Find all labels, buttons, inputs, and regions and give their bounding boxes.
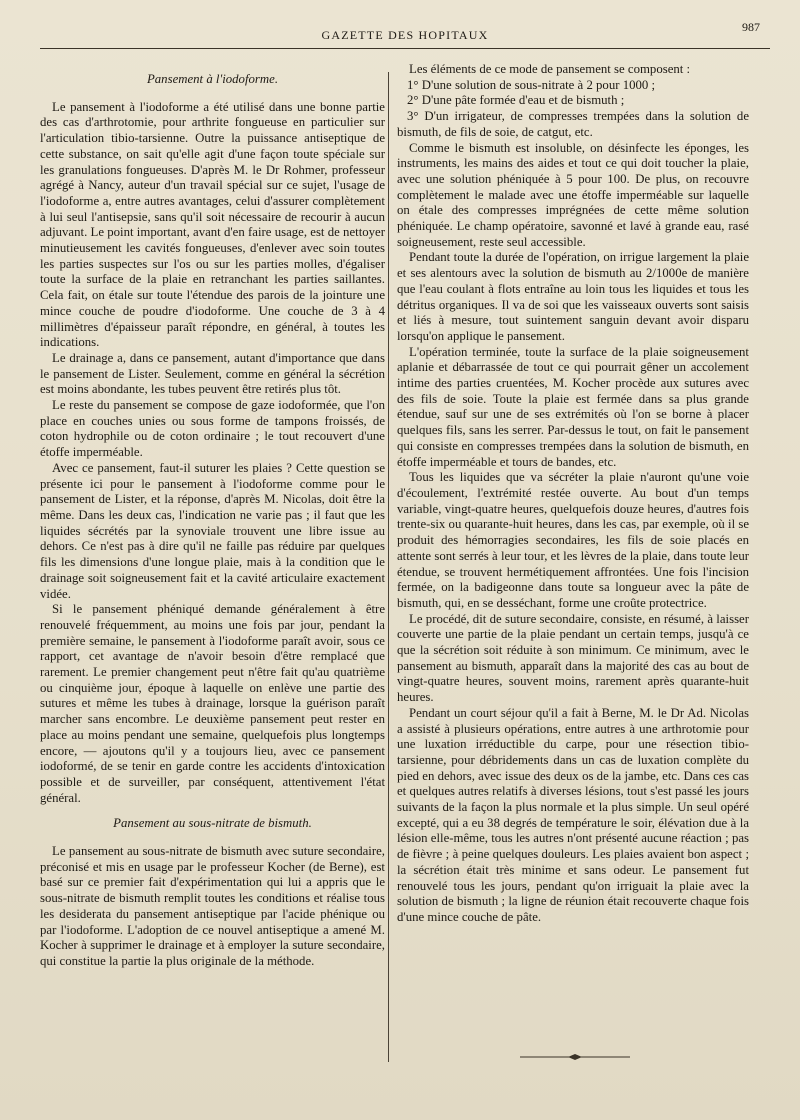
paragraph: Pendant toute la durée de l'opération, on irrigue largement la plaie et ses alentours avec la solution de bismuth au 2/1000e de manière que l'eau coulant à flots entraîne au loin tous les liquides et tous les détritus organiques. Il va de soi que les vaisseaux ouverts sont saisis et liés à mesure, tout suintement sanguin devant avoir disparu lorsqu'on applique le pansement. xyxy=(397,250,749,343)
paragraph: Le pansement à l'iodoforme a été utilisé dans une bonne partie des cas d'arthrotomie, pour arthrite fongueuse en particulier sur l'articulation tibio-tarsienne. Outre la puissance antiseptique de cette substance, on sait qu'elle agit d'une façon toute spéciale sur les granulations fongueuses. D'après M. le Dr Rohmer, professeur agrégé à Nancy, auteur d'un travail spécial sur ce sujet, l'usage de l'iodoforme a, entre autres avantages, celui d'assurer complètement à lui seul l'antisepsie, sans qu'il soit nécessaire de recourir à aucun adjuvant. Le point important, avant d'en faire usage, est de nettoyer minutieusement les cavités fongueuses, d'enlever avec soin toutes les parties suspectes sur l'os ou sur les parties molles, d'égaliser toute la surface de la plaie en retranchant les parties saillantes. Cela fait, on étale sur toute l'étendue des parois de la jointure une mince couche de poudre d'iodoforme. Une couche de 3 à 4 millimètres d'épaisseur paraît répondre, en général, à toutes les indications. xyxy=(40,99,385,350)
page-header xyxy=(40,18,770,49)
list-item: 1° D'une solution de sous-nitrate à 2 pour 1000 ; xyxy=(407,77,656,92)
paragraph: Le pansement au sous-nitrate de bismuth avec suture secondaire, préconisé et mis en usage par le professeur Kocher (de Berne), est basé sur ce premier fait d'expérimentation qui lui a appris que le sous-nitrate de bismuth remplit toutes les conditions et réalise tous les desiderata du pansement antiseptique par l'acide phénique ou par l'iodoforme. L'adoption de ce nouvel antiseptique a amené M. Kocher à supprimer le drainage et à employer la suture secondaire, qui constitue la partie la plus originale de la méthode. xyxy=(40,844,385,968)
section-title-iodoforme: Pansement à l'iodoforme. xyxy=(146,72,279,86)
end-ornament xyxy=(520,1052,630,1062)
paragraph: Le reste du pansement se compose de gaze iodoformée, que l'on place en couches unies ou sous forme de tampons froissés, de coton hydrophile ou de coton ordinaire ; le tout recouvert d'une étoffe imperméable. xyxy=(40,398,385,460)
paragraph: Tous les liquides que va sécréter la plaie n'auront qu'une voie d'écoulement, l'extrémité restée ouverte. Au bout d'un temps variable, vingt-quatre heures, quelquefois douze heures, d'autres fois trente-six ou quarante-huit heures, dans les cas, par exemple, où il se produit des hémorragies secondaires, les fils de soie placés en attente sont serrés à leur tour, et les lèvres de la plaie, dans toute leur étendue, se trouvent hermétiquement affrontées. Une fois l'incision fermée, on la badigeonne dans toute sa longueur avec la pâte de bismuth, qui, en se desséchant, forme une croûte protectrice. xyxy=(397,470,749,610)
intro-line: Les éléments de ce mode de pansement se composent : xyxy=(409,62,691,76)
page-number: 987 xyxy=(742,20,760,34)
paragraph: Si le pansement phéniqué demande généralement à être renouvelé fréquemment, au moins une fois par jour, pendant la première semaine, le pansement à l'iodoforme paraît avoir, sous ce rapport, cet avantage de n'avoir besoin d'être remplacé que rarement. Le premier changement peut n'être fait qu'au quatrième ou cinquième jour, époque à laquelle on enlève une partie des sutures et même les tubes à drainage, lorsque la guérison paraît marcher sans encombre. Le deuxième pansement peut rester en place au moins pendant une semaine, quelquefois plus longtemps encore, — ajoutons qu'il y a toujours lieu, avec ce pansement iodoformé, de se tenir en garde contre les accidents d'intoxication possible et de surveiller, par conséquent, attentivement l'état général. xyxy=(40,602,385,805)
paragraph: Le drainage a, dans ce pansement, autant d'importance que dans le pansement de Lister. Seulement, comme en général la sécrétion est moins abondante, les tubes peuvent être retirés plus tôt. xyxy=(40,350,385,397)
left-column xyxy=(40,62,385,970)
paragraph: Pendant un court séjour qu'il a fait à Berne, M. le Dr Ad. Nicolas a assisté à plusieurs opérations, entre autres à une arthrotomie pour une luxation irréductible du carpe, pour une résection tibio-tarsienne, pour débridements dans un cas de luxation complète du pied en dehors, avec issue des deux os de la jambe, etc. Dans ces cas et quelques autres relatifs à diverses lésions, tout s'est passé les jours suivants de la façon la plus normale et la plus simple. Un seul opéré excepté, qui a eu 38 degrés de température le soir, élévation due à la lésion elle-même, tous les autres n'ont présenté aucune réaction ; pas de fièvre ; à peine quelques douleurs. Les plaies avaient bon aspect ; la sécrétion était très minime et sans odeur. Le pansement fut renouvelé tous les jours, pendant qu'on irriguait la plaie avec la solution de bismuth ; la ligne de réunion était recouverte chaque fois d'une mince couche de pâte. xyxy=(397,705,749,924)
journal-title: GAZETTE DES HOPITAUX xyxy=(321,28,489,42)
list-item: 2° D'une pâte formée d'eau et de bismuth ; xyxy=(407,93,625,108)
paragraph: L'opération terminée, toute la surface de la plaie soigneusement aplanie et débarrassée de tout ce qui pourrait gêner un accolement intime des parties cruentées, M. Kocher procède aux sutures avec des fils de soie. Toute la plaie est fermée dans sa plus grande étendue, sauf sur une de ses extrémités où l'on se borne à placer quelques fils, sans les serrer. Par-dessus le tout, on fait le pansement qui consiste en compresses trempées dans la solution de bismuth, en étoffe imperméable et tours de bandes, etc. xyxy=(397,344,749,469)
section-title-bismuth: Pansement au sous-nitrate de bismuth. xyxy=(113,816,312,831)
paragraph: Avec ce pansement, faut-il suturer les plaies ? Cette question se présente ici pour le pansement à l'iodoforme comme pour le pansement de Lister, et la réponse, d'après M. Nicolas, doit être la même. Dans les deux cas, l'indication ne varie pas ; il faut que les liquides sécrétés par la synoviale trouvent une libre issue au dehors. Ce n'est pas à dire qu'il ne faille pas réduire par quelques fils les dimensions d'une longue plaie, mais à la condition que le drainage soit soigneusement fait et la cavité articulaire exactement vidée. xyxy=(40,460,385,601)
right-column xyxy=(397,62,749,926)
paragraph: Comme le bismuth est insoluble, on désinfecte les éponges, les instruments, les mains des aides et tout ce qui doit toucher la plaie, avec une solution phéniquée à 5 pour 100. De plus, on recouvre complètement le malade avec une étoffe imperméable sur laquelle on étale des compresses imprégnées de cette même solution phéniquée. Le champ opératoire, savonné et lavé à grande eau, rasé soigneusement, reste seul accessible. xyxy=(397,140,749,249)
paragraph: Le procédé, dit de suture secondaire, consiste, en résumé, à laisser couverte une partie de la plaie pendant un certain temps, jusqu'à ce que la sécrétion soit réduite à son minimum. Ce minimum, avec le pansement au bismuth, apparaît dans la majorité des cas au bout de vingt-quatre heures, souvent moins, rarement après quarante-huit heures. xyxy=(397,611,749,705)
list-item: 3° D'un irrigateur, de compresses trempées dans la solution de bismuth, de fils de soie, de catgut, etc. xyxy=(397,109,749,139)
column-divider xyxy=(388,72,389,1062)
